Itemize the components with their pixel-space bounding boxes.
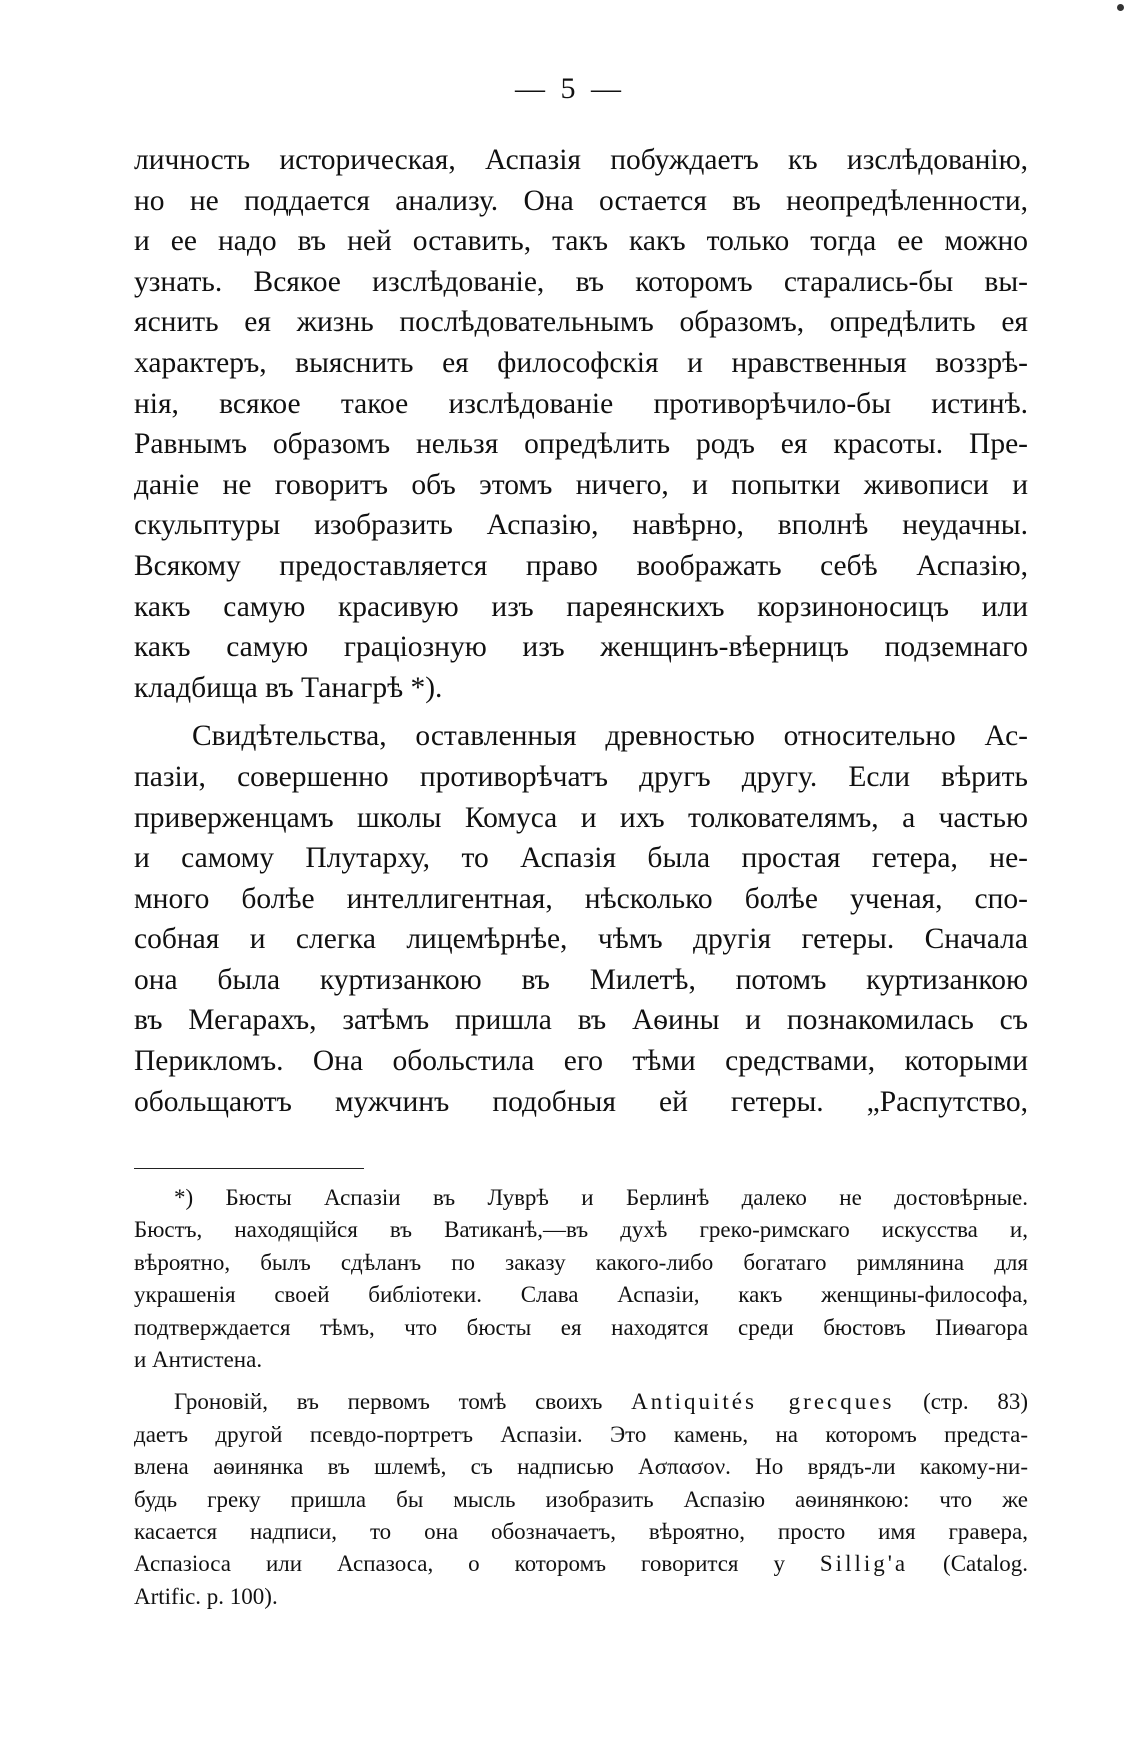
footnote-2 — [134, 1386, 1028, 1613]
text-line: обольщаютъ мужчинъ подобныя ей гетеры. „Распутство, — [134, 1085, 1028, 1118]
footnote-1 — [134, 1182, 1028, 1376]
page-number: — 5 — — [515, 72, 625, 105]
footnote-line: вѣроятно, былъ сдѣланъ по заказу какого-либо богатаго римлянина для — [134, 1249, 1028, 1275]
footnote-line: и Антистена. — [134, 1347, 263, 1373]
footnote-line: *) Бюсты Аспазіи въ Луврѣ и Берлинѣ далеко не достовѣрные. — [174, 1185, 1028, 1210]
text-line: пазіи, совершенно противорѣчатъ другъ другу. Если вѣрить — [134, 760, 1028, 793]
text-line: въ Мегарахъ, затѣмъ пришла въ Аѳины и познакомилась съ — [134, 1004, 1028, 1037]
footnote-text: Аспазіоса или Аспазоса, о которомъ говорится у — [134, 1551, 820, 1577]
footnote-text: Гроновій, въ первомъ томѣ своихъ — [174, 1389, 632, 1415]
footnote-line: влена аѳинянка въ шлемѣ, съ надписью Ασπασον. Но врядъ-ли какому-ни- — [134, 1454, 1028, 1480]
footnote-text: (стр. 83) — [894, 1389, 1028, 1415]
footnote-line — [134, 1548, 1028, 1580]
main-text — [134, 140, 1028, 1122]
footnote-line: будь греку пришла бы мысль изобразить Аспазію аѳинянкою: что же — [134, 1486, 1028, 1512]
text-line: характеръ, выяснить ея философскія и нравственныя воззрѣ- — [134, 346, 1028, 379]
scan-mark — [1117, 4, 1124, 11]
footnote-line — [134, 1386, 1028, 1418]
text-line: Всякому предоставляется право воображать себѣ Аспазію, — [134, 549, 1028, 582]
text-line: какъ самую красивую изъ пареянскихъ корзиноносицъ или — [134, 590, 1028, 623]
text-line: много болѣе интеллигентная, нѣсколько болѣе ученая, спо- — [134, 882, 1028, 915]
text-line: скульптуры изобразить Аспазію, навѣрно, вполнѣ неудачны. — [134, 509, 1028, 542]
text-line: но не поддается анализу. Она остается въ неопредѣленности, — [134, 184, 1028, 217]
text-line: Свидѣтельства, оставленныя древностью относительно Ас- — [192, 720, 1028, 753]
footnotes — [134, 1182, 1028, 1613]
footnote-line: даетъ другой псевдо-портретъ Аспазіи. Это камень, на которомъ предста- — [134, 1421, 1028, 1447]
text-line: даніе не говоритъ объ этомъ ничего, и попытки живописи и — [134, 468, 1028, 501]
text-line: Перикломъ. Она обольстила его тѣми средствами, которыми — [134, 1045, 1028, 1078]
text-line: и самому Плутарху, то Аспазія была простая гетера, не- — [134, 842, 1028, 875]
text-line: она была куртизанкою въ Милетѣ, потомъ куртизанкою — [134, 963, 1028, 996]
paragraph-2 — [134, 716, 1028, 1122]
text-line: и ее надо въ ней оставить, такъ какъ только тогда ее можно — [134, 225, 1028, 258]
footnote-line: Бюстъ, находящійся въ Ватиканѣ,—въ духѣ греко-римскаго искусства и, — [134, 1217, 1028, 1243]
text-line: Равнымъ образомъ нельзя опредѣлить родъ ея красоты. Пре- — [134, 428, 1028, 461]
footnote-line: подтверждается тѣмъ, что бюсты ея находятся среди бюстовъ Пиѳагора — [134, 1314, 1028, 1340]
footnote-line: касается надписи, то она обозначаетъ, вѣроятно, просто имя гравера, — [134, 1519, 1028, 1545]
footnote-gap — [134, 1376, 1028, 1386]
book-title: Antiquités grecques — [631, 1389, 895, 1415]
author-name: Sillig'a — [819, 1551, 909, 1577]
footnote-text: (Catalog. — [908, 1551, 1028, 1577]
text-line: яснить ея жизнь послѣдовательнымъ образомъ, опредѣлить ея — [134, 306, 1028, 339]
paragraph-gap — [134, 708, 1028, 716]
text-line: какъ самую граціозную изъ женщинъ-вѣерницъ подземнаго — [134, 631, 1028, 664]
footnote-line: украшенія своей библіотеки. Слава Аспазіи, какъ женщины-философа, — [134, 1282, 1028, 1308]
text-line: нія, всякое такое изслѣдованіе противорѣчило-бы истинѣ. — [134, 387, 1028, 420]
text-line: кладбища въ Танагрѣ *). — [134, 671, 443, 704]
text-line: приверженцамъ школы Комуса и ихъ толкователямъ, а частью — [134, 801, 1028, 834]
paragraph-1 — [134, 140, 1028, 708]
footnote-line: Artific. p. 100). — [134, 1583, 278, 1609]
text-line: собная и слегка лицемѣрнѣе, чѣмъ другія гетеры. Сначала — [134, 923, 1028, 956]
footnote-divider — [134, 1168, 364, 1169]
text-line: узнать. Всякое изслѣдованіе, въ которомъ старались-бы вы- — [134, 265, 1028, 298]
text-line: личность историческая, Аспазія побуждаетъ къ изслѣдованію, — [134, 144, 1028, 176]
